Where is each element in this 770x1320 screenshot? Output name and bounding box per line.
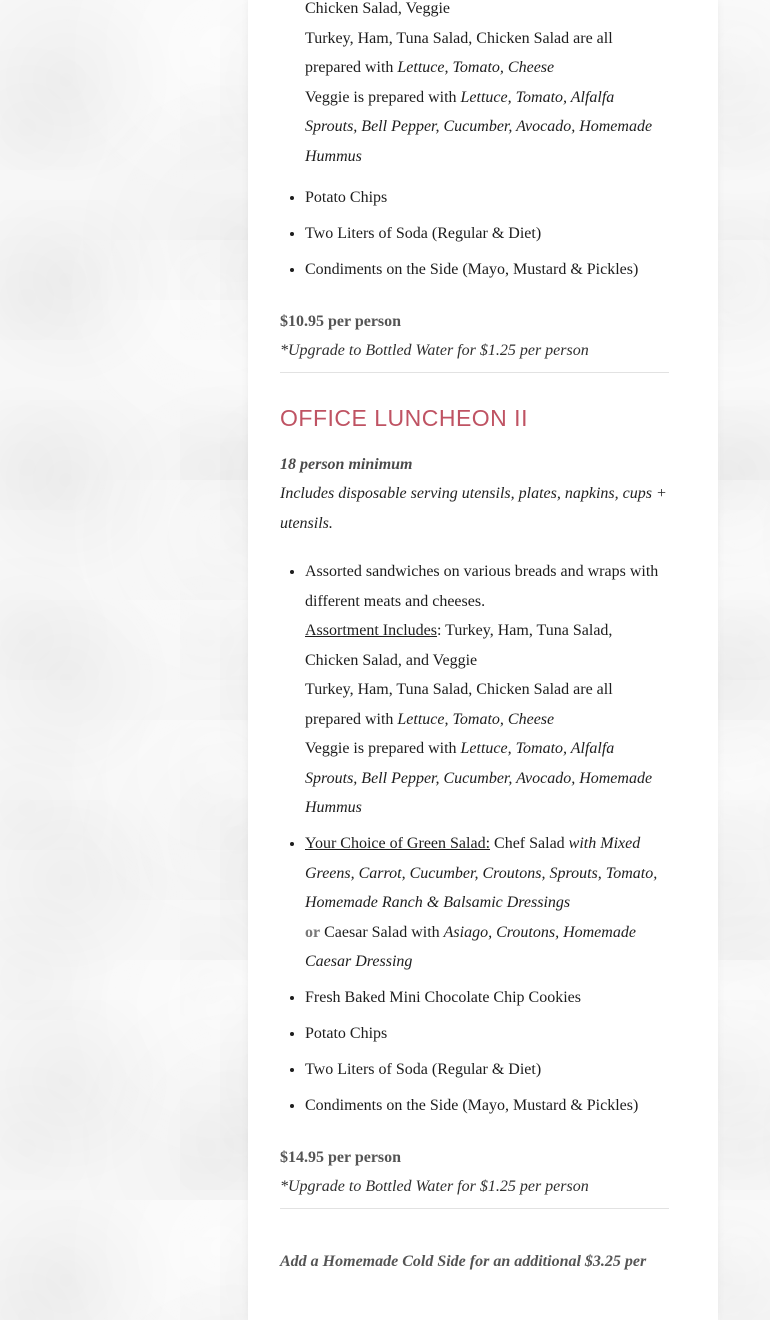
text-run: with Mixed Greens, Carrot, Cucumber, Croutons, Sprouts, Tomato, Homemade Ranch & Balsamic Dressings bbox=[305, 835, 658, 911]
text-run: : Turkey, Ham, Tuna Salad, Chicken Salad, and Veggie bbox=[305, 622, 613, 669]
section-divider bbox=[280, 1208, 669, 1209]
upgrade-note: *Upgrade to Bottled Water for $1.25 per person bbox=[280, 342, 589, 359]
list-item bbox=[305, 983, 669, 1013]
includes-note: Includes disposable serving utensils, plates, napkins, cups + utensils. bbox=[280, 485, 667, 532]
list-item bbox=[305, 1055, 669, 1085]
text-run: Lettuce, Tomato, Cheese bbox=[397, 710, 555, 728]
price-block-luncheon-2 bbox=[280, 1143, 669, 1202]
text-run: Fresh Baked Mini Chocolate Chip Cookies bbox=[305, 989, 581, 1006]
text-run: Potato Chips bbox=[305, 189, 388, 206]
menu-list-luncheon-1 bbox=[280, 183, 669, 285]
list-item bbox=[305, 183, 669, 213]
text-run: Condiments on the Side (Mayo, Mustard & Pickles) bbox=[305, 261, 639, 278]
text-run: Assorted sandwiches on various breads and wraps with different meats and cheeses. bbox=[305, 563, 659, 610]
menu-item-continuation bbox=[280, 0, 669, 171]
menu-list-luncheon-2 bbox=[280, 557, 669, 1121]
text-run: Your Choice of Green Salad: bbox=[305, 835, 491, 852]
text-run: Veggie is prepared with bbox=[305, 88, 461, 106]
text-run: Lettuce, Tomato, Alfalfa Sprouts, Bell Pepper, Cucumber, Avocado, Homemade Hummus bbox=[305, 88, 653, 165]
text-run: Two Liters of Soda (Regular & Diet) bbox=[305, 1061, 542, 1078]
text-run: Asiago, Croutons, Homemade Caesar Dressing bbox=[305, 923, 636, 970]
list-item bbox=[305, 557, 669, 823]
list-item bbox=[305, 219, 669, 249]
content-column bbox=[248, 0, 718, 1320]
text-run: or bbox=[305, 923, 321, 941]
section-heading: OFFICE LUNCHEON II bbox=[280, 404, 528, 431]
text-run: Assortment Includes bbox=[305, 622, 437, 639]
text-run: Veggie is prepared with bbox=[305, 740, 461, 757]
text-run: Turkey, Ham, Tuna Salad, Chicken Salad are all prepared with bbox=[305, 681, 613, 728]
section-divider bbox=[280, 372, 669, 373]
text-run: Chicken Salad, Veggie bbox=[305, 0, 451, 17]
text-run: Lettuce, Tomato, Alfalfa Sprouts, Bell Pepper, Cucumber, Avocado, Homemade Hummus bbox=[305, 740, 653, 816]
text-run: Lettuce, Tomato, Cheese bbox=[397, 59, 555, 76]
text-run: Chef Salad bbox=[490, 835, 569, 852]
list-item bbox=[305, 1019, 669, 1049]
price-text: $14.95 per person bbox=[280, 1148, 402, 1166]
text-run: Caesar Salad with bbox=[320, 923, 444, 941]
list-item bbox=[305, 829, 669, 977]
price-block-luncheon-1 bbox=[280, 307, 669, 366]
text-run: Two Liters of Soda (Regular & Diet) bbox=[305, 225, 542, 242]
upgrade-note: *Upgrade to Bottled Water for $1.25 per person bbox=[280, 1178, 589, 1195]
minimum-note: 18 person minimum bbox=[280, 455, 413, 473]
price-text: $10.95 per person bbox=[280, 312, 402, 330]
text-run: Turkey, Ham, Tuna Salad, Chicken Salad are all prepared with bbox=[305, 29, 613, 76]
list-item bbox=[305, 1091, 669, 1121]
text-run: Condiments on the Side (Mayo, Mustard & Pickles) bbox=[305, 1097, 639, 1114]
list-item bbox=[305, 255, 669, 285]
footer-note: Add a Homemade Cold Side for an additional $3.25 per bbox=[280, 1252, 647, 1270]
text-run: Potato Chips bbox=[305, 1025, 388, 1042]
